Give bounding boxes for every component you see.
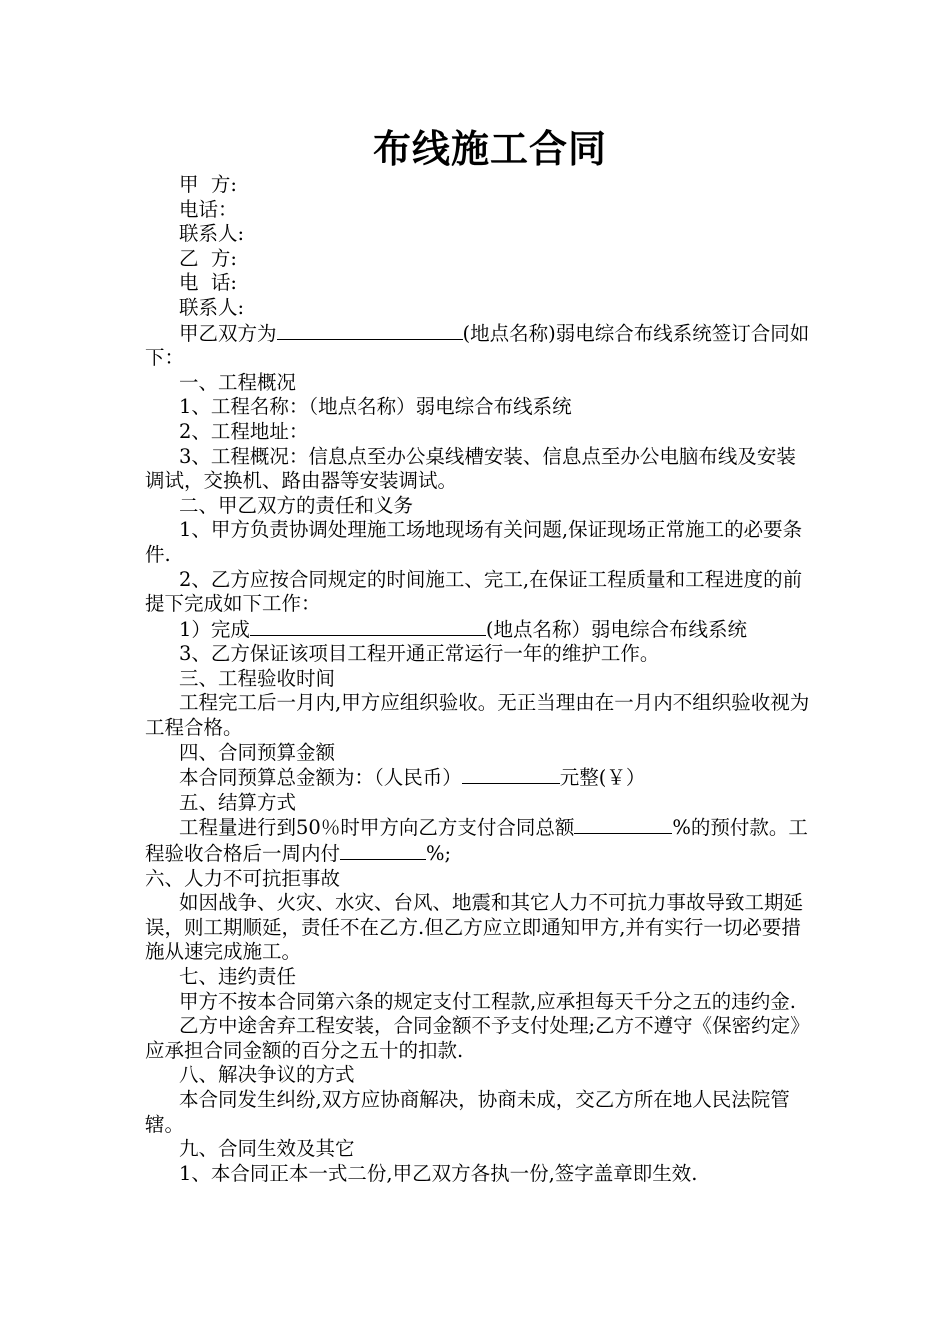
clause: 如因战争、火灾、水灾、台风、地震和其它人力不可抗力事故导致工期延误，则工期顺延，责任不在乙方.但乙方应立即通知甲方,并有实行一切必要措施从速完成施工。 xyxy=(145,891,804,964)
clause-prefix: 1）完成 xyxy=(179,617,250,641)
intro-paragraph xyxy=(145,321,810,371)
payment-text-b: %的预付款。工程验收合格后一周内付 xyxy=(145,816,808,866)
section-heading: 四、合同预算金额 xyxy=(179,740,336,764)
document-title: 布线施工合同 xyxy=(372,127,607,171)
clause xyxy=(145,815,810,866)
contact-b-line: 联系人: xyxy=(179,295,245,319)
phone-b-line: 电 话: xyxy=(179,271,237,295)
section-heading: 六、人力不可抗拒事故 xyxy=(145,866,341,890)
clause: 3、工程概况：信息点至办公桌线槽安装、信息点至办公电脑布线及安装调试，交换机、路由器等安装调试。 xyxy=(145,444,796,493)
clause: 甲方不按本合同第六条的规定支付工程款,应承担每天千分之五的违约金. xyxy=(179,989,796,1013)
section-heading: 一、工程概况 xyxy=(179,370,297,394)
location-blank xyxy=(277,321,463,340)
location-blank xyxy=(250,617,486,636)
clause: 2、工程地址： xyxy=(179,419,309,443)
percent-blank xyxy=(340,841,426,860)
intro-suffix: (地点名称)弱电综合布线系统签订合同如下： xyxy=(145,321,810,370)
clause: 2、乙方应按合同规定的时间施工、完工,在保证工程质量和工程进度的前提下完成如下工作： xyxy=(145,567,803,616)
phone-a-line: 电话： xyxy=(179,197,238,221)
clause: 1、工程名称：（地点名称）弱电综合布线系统 xyxy=(179,395,572,419)
payment-text-c: %; xyxy=(426,842,452,866)
clause: 1、甲方负责协调处理施工场地现场有关问题,保证现场正常施工的必要条件. xyxy=(145,518,803,566)
section-heading: 八、解决争议的方式 xyxy=(179,1063,355,1087)
document-body xyxy=(145,173,810,1186)
party-a-line: 甲 方: xyxy=(179,173,237,196)
clause: 工程完工后一月内,甲方应组织验收。无正当理由在一月内不组织验收视为工程合格。 xyxy=(145,691,810,740)
clause: 1、本合同正本一式二份,甲乙双方各执一份,签字盖章即生效. xyxy=(179,1161,698,1185)
clause-suffix: (地点名称）弱电综合布线系统 xyxy=(485,617,748,641)
clause: 本合同发生纠纷,双方应协商解决，协商未成，交乙方所在地人民法院管辖。 xyxy=(145,1087,790,1136)
payment-text-a: 工程量进行到50％时甲方向乙方支付合同总额 xyxy=(179,816,575,840)
section-heading: 二、甲乙双方的责任和义务 xyxy=(179,493,414,517)
amount-prefix: 本合同预算总金额为：（人民币） xyxy=(179,766,462,790)
intro-prefix: 甲乙双方为 xyxy=(179,321,277,345)
amount-suffix: 元整(￥） xyxy=(559,766,646,790)
section-heading: 九、合同生效及其它 xyxy=(179,1137,355,1161)
clause: 3、乙方保证该项目工程开通正常运行一年的维护工作。 xyxy=(179,642,660,666)
clause xyxy=(145,765,810,791)
contact-a-line: 联系人: xyxy=(179,222,245,246)
section-heading: 七、违约责任 xyxy=(179,965,297,988)
clause xyxy=(145,617,810,643)
percent-blank xyxy=(574,815,672,834)
clause: 乙方中途舍弃工程安装，合同金额不予支付处理;乙方不遵守《保密约定》应承担合同金额的百分之五十的扣款. xyxy=(145,1014,810,1062)
amount-blank xyxy=(462,765,560,784)
party-b-line: 乙 方: xyxy=(179,246,237,270)
section-heading: 三、工程验收时间 xyxy=(179,666,336,690)
section-heading: 五、结算方式 xyxy=(179,790,297,814)
